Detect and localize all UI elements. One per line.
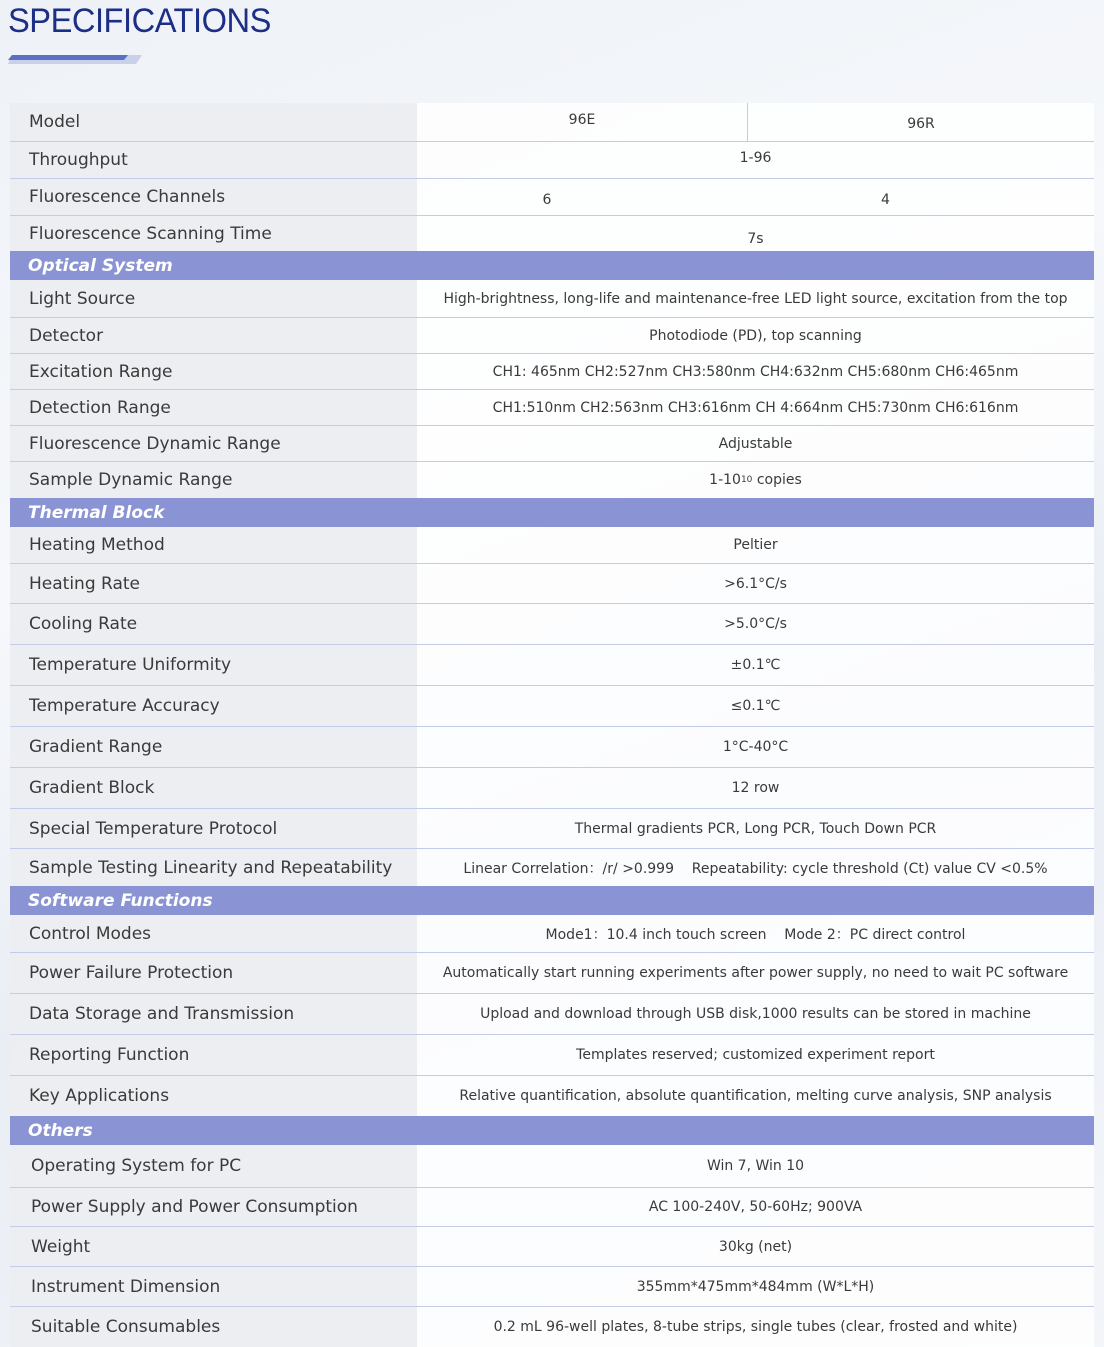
- spec-value: CH1:510nm CH2:563nm CH3:616nm CH 4:664nm CH5:730nm CH6:616nm: [417, 390, 1094, 425]
- spec-value: Thermal gradients PCR, Long PCR, Touch Down PCR: [417, 809, 1094, 848]
- spec-value: 355mm*475mm*484mm (W*L*H): [417, 1267, 1094, 1306]
- spec-label: Power Failure Protection: [10, 953, 417, 993]
- spec-value: AC 100-240V, 50-60Hz; 900VA: [417, 1188, 1094, 1226]
- spec-value-96e: 96E: [417, 103, 748, 141]
- spec-label: Sample Testing Linearity and Repeatability: [10, 849, 417, 886]
- spec-label: Sample Dynamic Range: [10, 462, 417, 498]
- spec-row-throughput: [10, 142, 1094, 179]
- section-header-software-functions: Software Functions: [10, 886, 1094, 915]
- spec-label: Excitation Range: [10, 354, 417, 389]
- spec-row: [10, 280, 1094, 318]
- spec-label: Data Storage and Transmission: [10, 994, 417, 1034]
- spec-value: Upload and download through USB disk,1000 results can be stored in machine: [417, 994, 1094, 1034]
- spec-value: Mode1：10.4 inch touch screen Mode 2：PC direct control: [417, 915, 1094, 952]
- spec-value: 7s: [417, 216, 1094, 251]
- sample-range-exponent: 10: [740, 475, 753, 485]
- spec-label: Power Supply and Power Consumption: [10, 1188, 417, 1226]
- spec-value: Linear Correlation：/r/ >0.999 Repeatability: cycle threshold (Ct) value CV <0.5%: [417, 849, 1094, 886]
- spec-label: Fluorescence Dynamic Range: [10, 426, 417, 461]
- spec-value: 1-96: [417, 142, 1094, 178]
- spec-label: Temperature Accuracy: [10, 686, 417, 726]
- section-header-others: Others: [10, 1116, 1094, 1145]
- spec-value: Peltier: [417, 527, 1094, 563]
- spec-row: [10, 915, 1094, 953]
- spec-value: 1°C-40°C: [417, 727, 1094, 767]
- spec-label: Detector: [10, 318, 417, 353]
- spec-label: Detection Range: [10, 390, 417, 425]
- spec-row: [10, 604, 1094, 645]
- spec-row: [10, 849, 1094, 886]
- spec-row: [10, 1267, 1094, 1307]
- spec-value: Relative quantification, absolute quantification, melting curve analysis, SNP analysis: [417, 1076, 1094, 1116]
- spec-value: >6.1°C/s: [417, 564, 1094, 603]
- spec-row-fluorescence-channels: [10, 179, 1094, 216]
- section-header-optical-system: Optical System: [10, 251, 1094, 280]
- spec-label: Control Modes: [10, 915, 417, 952]
- spec-label: Fluorescence Scanning Time: [10, 216, 417, 251]
- specifications-table: [10, 103, 1094, 1347]
- spec-label: Gradient Range: [10, 727, 417, 767]
- spec-row: [10, 1307, 1094, 1347]
- spec-value: Adjustable: [417, 426, 1094, 461]
- spec-row: [10, 1188, 1094, 1227]
- spec-value: Automatically start running experiments after power supply, no need to wait PC software: [417, 953, 1094, 993]
- spec-row: [10, 809, 1094, 849]
- spec-row: [10, 564, 1094, 604]
- spec-label: Cooling Rate: [10, 604, 417, 644]
- spec-row: [10, 1035, 1094, 1076]
- spec-label: Heating Method: [10, 527, 417, 563]
- spec-row: [10, 426, 1094, 462]
- spec-value: 30kg (net): [417, 1227, 1094, 1266]
- spec-value: 12 row: [417, 768, 1094, 808]
- spec-row: [10, 462, 1094, 498]
- spec-row: [10, 1227, 1094, 1267]
- spec-label: Key Applications: [10, 1076, 417, 1116]
- spec-value: High-brightness, long-life and maintenance-free LED light source, excitation from the top: [417, 280, 1094, 317]
- spec-row: [10, 768, 1094, 809]
- spec-value-4: 4: [881, 192, 890, 208]
- spec-label: Weight: [10, 1227, 417, 1266]
- spec-row: [10, 953, 1094, 994]
- spec-label: Model: [10, 103, 417, 141]
- spec-value: 0.2 mL 96-well plates, 8-tube strips, single tubes (clear, frosted and white): [417, 1307, 1094, 1347]
- sample-range-prefix: 1-10: [709, 472, 741, 488]
- title-underline-decoration: [8, 55, 142, 64]
- spec-label: Throughput: [10, 142, 417, 178]
- spec-value: Win 7, Win 10: [417, 1145, 1094, 1187]
- spec-row: [10, 354, 1094, 390]
- spec-label: Reporting Function: [10, 1035, 417, 1075]
- spec-row: [10, 645, 1094, 686]
- spec-label: Gradient Block: [10, 768, 417, 808]
- spec-value-96r: 96R: [907, 116, 935, 132]
- spec-label: Operating System for PC: [10, 1145, 417, 1187]
- spec-row: [10, 1145, 1094, 1188]
- spec-value: Photodiode (PD), top scanning: [417, 318, 1094, 353]
- spec-label: Heating Rate: [10, 564, 417, 603]
- spec-value: >5.0°C/s: [417, 604, 1094, 644]
- page-title: SPECIFICATIONS: [8, 2, 271, 40]
- spec-label: Temperature Uniformity: [10, 645, 417, 685]
- spec-row-scanning-time: [10, 216, 1094, 251]
- spec-row: [10, 686, 1094, 727]
- spec-value-6: 6: [542, 192, 552, 208]
- spec-row: [10, 1076, 1094, 1116]
- spec-value: ≤0.1℃: [417, 686, 1094, 726]
- spec-value: [417, 462, 1094, 498]
- spec-value: CH1: 465nm CH2:527nm CH3:580nm CH4:632nm CH5:680nm CH6:465nm: [417, 354, 1094, 389]
- spec-row: [10, 390, 1094, 426]
- spec-row: [10, 318, 1094, 354]
- spec-row: [10, 994, 1094, 1035]
- section-header-thermal-block: Thermal Block: [10, 498, 1094, 527]
- spec-value: ±0.1℃: [417, 645, 1094, 685]
- spec-label: Special Temperature Protocol: [10, 809, 417, 848]
- spec-value: Templates reserved; customized experiment report: [417, 1035, 1094, 1075]
- spec-label: Instrument Dimension: [10, 1267, 417, 1306]
- spec-row-model: [10, 103, 1094, 142]
- sample-range-suffix: copies: [752, 472, 802, 488]
- spec-label: Suitable Consumables: [10, 1307, 417, 1347]
- spec-label: Light Source: [10, 280, 417, 317]
- spec-label: Fluorescence Channels: [10, 179, 417, 215]
- spec-row: [10, 727, 1094, 768]
- spec-row: [10, 527, 1094, 564]
